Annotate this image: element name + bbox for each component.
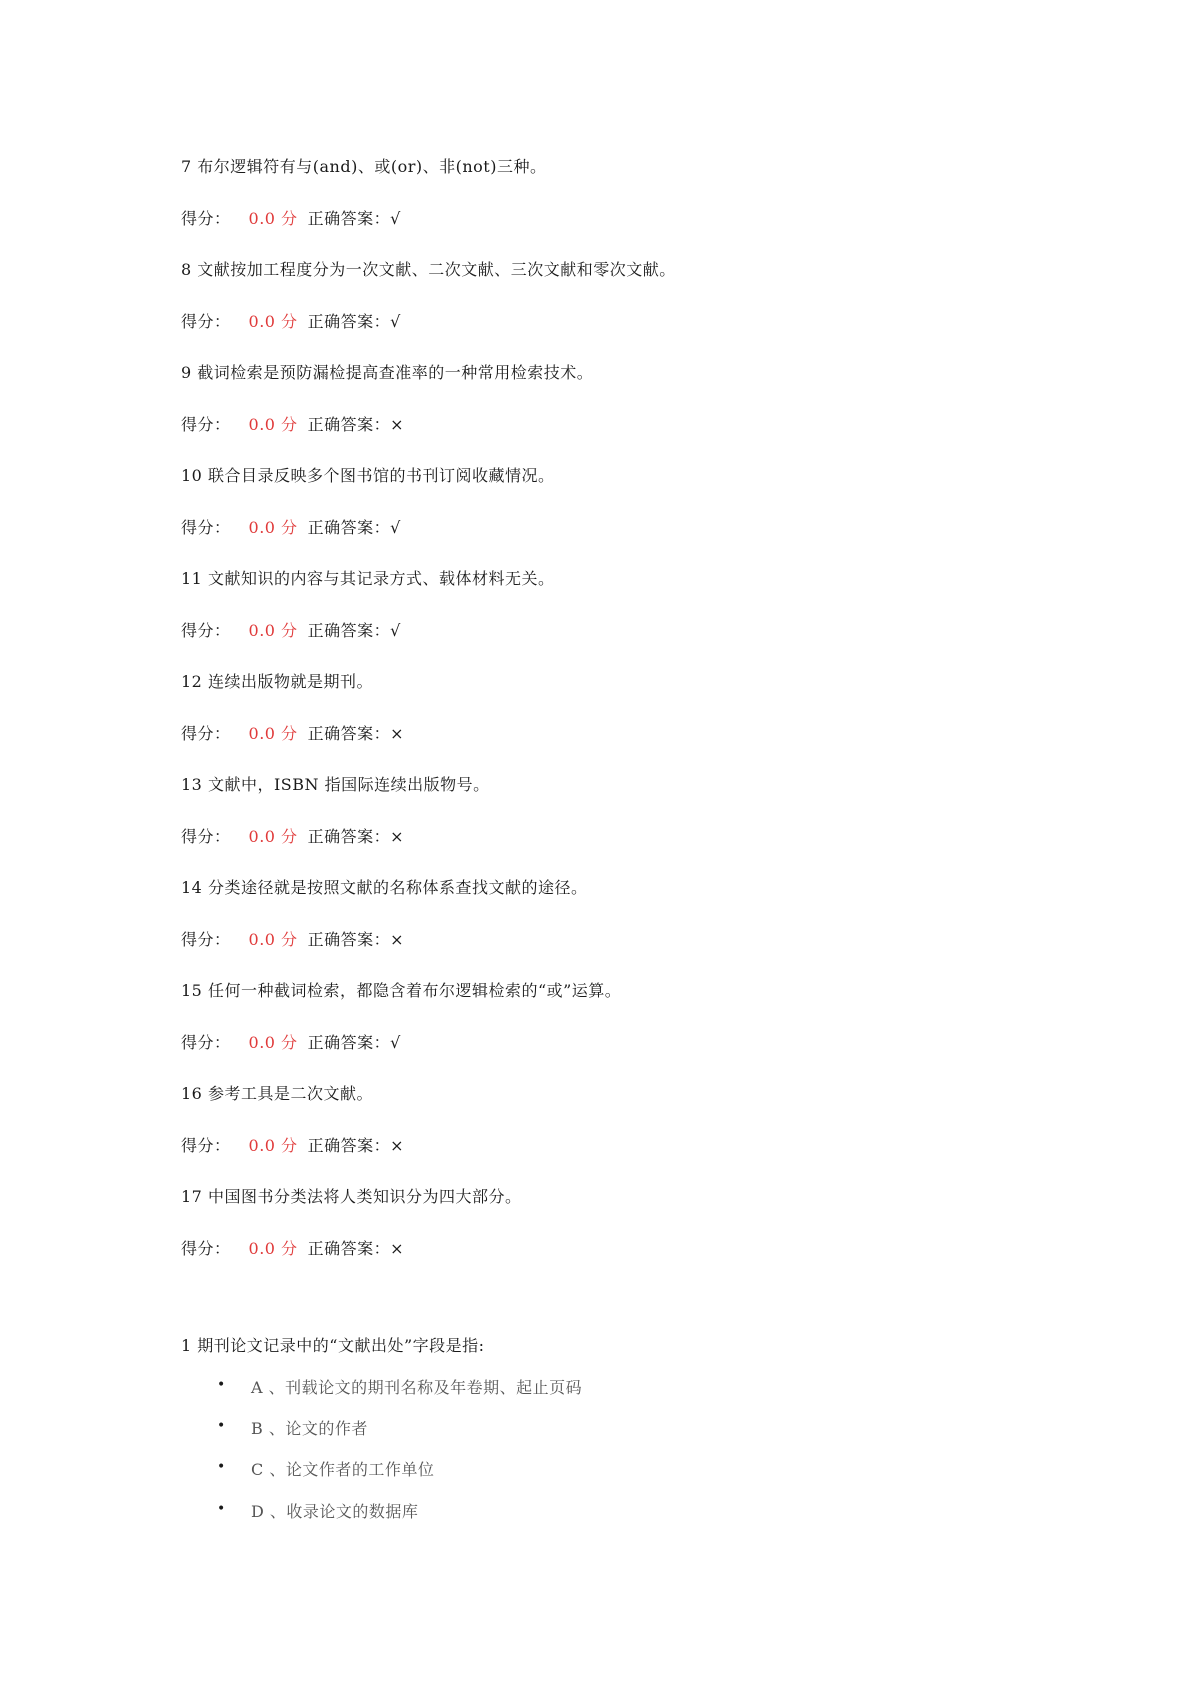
answer-value: √: [390, 209, 401, 228]
answer-value: √: [390, 621, 401, 640]
mc-option-label: B 、论文的作者: [251, 1419, 368, 1438]
bullet-icon: •: [217, 1377, 226, 1393]
score-label: 得分：: [181, 1033, 231, 1052]
document-page: [181, 0, 1081, 1684]
score-line: [181, 1136, 404, 1156]
score-line: [181, 415, 404, 435]
score-line: [181, 1239, 404, 1259]
mc-option-label: A 、刊载论文的期刊名称及年卷期、起止页码: [251, 1378, 583, 1397]
answer-label: 正确答案：: [307, 1239, 391, 1258]
score-value: 0.0 分: [248, 1239, 298, 1258]
score-line: [181, 827, 404, 847]
score-value: 0.0 分: [248, 209, 298, 228]
score-value: 0.0 分: [248, 1033, 298, 1052]
score-label: 得分：: [181, 1136, 231, 1155]
answer-label: 正确答案：: [307, 1033, 391, 1052]
score-line: [181, 518, 401, 538]
answer-value: ×: [390, 930, 404, 949]
score-line: [181, 930, 404, 950]
bullet-icon: •: [217, 1418, 226, 1434]
score-value: 0.0 分: [248, 518, 298, 537]
answer-value: ×: [390, 827, 404, 846]
answer-label: 正确答案：: [307, 415, 391, 434]
question-text: 10 联合目录反映多个图书馆的书刊订阅收藏情况。: [181, 466, 555, 485]
mc-option-c[interactable]: [217, 1460, 434, 1481]
score-line: [181, 621, 401, 641]
question-text: 15 任何一种截词检索，都隐含着布尔逻辑检索的“或”运算。: [181, 981, 622, 1000]
answer-label: 正确答案：: [307, 312, 391, 331]
answer-value: ×: [390, 1239, 404, 1258]
answer-label: 正确答案：: [307, 209, 391, 228]
question-text: 7 布尔逻辑符有与(and)、或(or)、非(not)三种。: [181, 157, 547, 176]
mc-option-b[interactable]: [217, 1419, 368, 1440]
answer-value: √: [390, 518, 401, 537]
score-value: 0.0 分: [248, 1136, 298, 1155]
answer-value: √: [390, 1033, 401, 1052]
score-value: 0.0 分: [248, 312, 298, 331]
question-text: 11 文献知识的内容与其记录方式、载体材料无关。: [181, 569, 555, 588]
answer-value: ×: [390, 724, 404, 743]
answer-value: ×: [390, 1136, 404, 1155]
answer-value: √: [390, 312, 401, 331]
question-text: 12 连续出版物就是期刊。: [181, 672, 373, 691]
score-label: 得分：: [181, 724, 231, 743]
score-label: 得分：: [181, 827, 231, 846]
score-label: 得分：: [181, 621, 231, 640]
score-line: [181, 209, 401, 229]
score-label: 得分：: [181, 312, 231, 331]
score-value: 0.0 分: [248, 621, 298, 640]
bullet-icon: •: [217, 1501, 226, 1517]
score-label: 得分：: [181, 1239, 231, 1258]
answer-label: 正确答案：: [307, 827, 391, 846]
score-line: [181, 1033, 401, 1053]
question-text: 16 参考工具是二次文献。: [181, 1084, 373, 1103]
question-text: 17 中国图书分类法将人类知识分为四大部分。: [181, 1187, 522, 1206]
question-text: 14 分类途径就是按照文献的名称体系查找文献的途径。: [181, 878, 588, 897]
question-text: 9 截词检索是预防漏检提高查准率的一种常用检索技术。: [181, 363, 594, 382]
mc-option-d[interactable]: [217, 1502, 418, 1523]
mc-option-a[interactable]: [217, 1378, 582, 1399]
answer-label: 正确答案：: [307, 724, 391, 743]
answer-label: 正确答案：: [307, 1136, 391, 1155]
mc-option-label: D 、收录论文的数据库: [251, 1502, 419, 1521]
score-label: 得分：: [181, 209, 231, 228]
score-value: 0.0 分: [248, 415, 298, 434]
answer-label: 正确答案：: [307, 930, 391, 949]
score-label: 得分：: [181, 415, 231, 434]
question-text: 13 文献中，ISBN 指国际连续出版物号。: [181, 775, 490, 794]
score-value: 0.0 分: [248, 724, 298, 743]
score-label: 得分：: [181, 518, 231, 537]
score-label: 得分：: [181, 930, 231, 949]
question-text: 8 文献按加工程度分为一次文献、二次文献、三次文献和零次文献。: [181, 260, 676, 279]
bullet-icon: •: [217, 1459, 226, 1475]
score-line: [181, 312, 401, 332]
mc-option-label: C 、论文作者的工作单位: [251, 1460, 435, 1479]
score-line: [181, 724, 404, 744]
mc-question-text: 1 期刊论文记录中的“文献出处”字段是指:: [181, 1336, 485, 1355]
answer-label: 正确答案：: [307, 621, 391, 640]
answer-label: 正确答案：: [307, 518, 391, 537]
score-value: 0.0 分: [248, 930, 298, 949]
answer-value: ×: [390, 415, 404, 434]
score-value: 0.0 分: [248, 827, 298, 846]
